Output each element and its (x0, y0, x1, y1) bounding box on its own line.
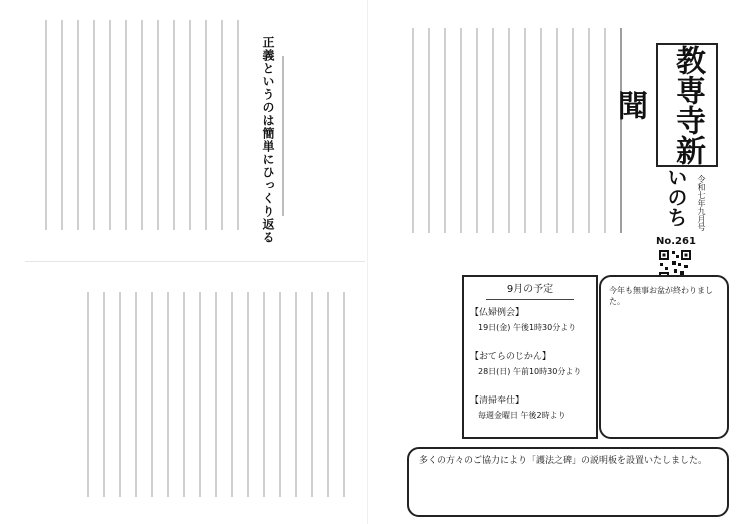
text-column (412, 28, 414, 233)
masthead-title: 教専寺新聞 (656, 43, 718, 167)
event-line: 28日(日) 午前10時30分より (478, 367, 582, 376)
text-column (620, 28, 622, 233)
text-column (428, 28, 430, 233)
text-column (524, 28, 526, 233)
text-column (77, 20, 79, 230)
event-name: 【清掃奉仕】 (470, 396, 525, 406)
event-name: 【おてらのじかん】 (470, 352, 551, 362)
left-page (0, 0, 367, 524)
text-column (205, 20, 207, 230)
text-column (311, 292, 313, 497)
text-column (556, 28, 558, 233)
text-column (135, 292, 137, 497)
divider-left (25, 261, 365, 262)
issue-number: No.261 (656, 236, 696, 247)
masthead-date: 令和七年九月号 (697, 175, 706, 231)
subheadline-column (282, 56, 284, 216)
text-column (215, 292, 217, 497)
text-column (167, 292, 169, 497)
text-column (109, 20, 111, 230)
text-column (263, 292, 265, 497)
text-column (87, 292, 89, 497)
text-column (61, 20, 63, 230)
greeting-line: 今年も無事お盆が終わりました。 (609, 286, 713, 306)
text-column (157, 20, 159, 230)
text-column (572, 28, 574, 233)
text-column (103, 292, 105, 497)
text-column (476, 28, 478, 233)
text-column (237, 20, 239, 230)
text-column (141, 20, 143, 230)
text-column (173, 20, 175, 230)
schedule-title-rule (486, 299, 574, 300)
text-column (93, 20, 95, 230)
text-column (540, 28, 542, 233)
notice-line: 多くの方々のご協力により「護法之碑」の説明板を設置いたしました。 (419, 456, 708, 466)
text-column (508, 28, 510, 233)
text-column (295, 292, 297, 497)
text-column (343, 292, 345, 497)
event-line: 19日(金) 午後1時30分より (478, 323, 577, 332)
event-name: 【仏婦例会】 (470, 308, 525, 318)
text-column (460, 28, 462, 233)
headline: 正義というのは簡単にひっくり返る (261, 36, 275, 244)
text-column (125, 20, 127, 230)
text-column (189, 20, 191, 230)
right-page (367, 0, 739, 524)
text-column (247, 292, 249, 497)
text-column (604, 28, 606, 233)
text-column (119, 292, 121, 497)
schedule-box (462, 275, 598, 439)
text-column (183, 292, 185, 497)
text-column (588, 28, 590, 233)
event-line: 毎週金曜日 午後2時より (478, 411, 566, 420)
text-column (45, 20, 47, 230)
schedule-title: 9月の予定 (506, 284, 554, 295)
text-column (327, 292, 329, 497)
notice-box (407, 447, 729, 517)
text-column (199, 292, 201, 497)
masthead (612, 35, 722, 275)
text-column (492, 28, 494, 233)
text-column (231, 292, 233, 497)
text-column (279, 292, 281, 497)
greeting-box (599, 275, 729, 439)
text-column (151, 292, 153, 497)
masthead-subtitle: いのち (664, 167, 688, 227)
text-column (221, 20, 223, 230)
text-column (444, 28, 446, 233)
